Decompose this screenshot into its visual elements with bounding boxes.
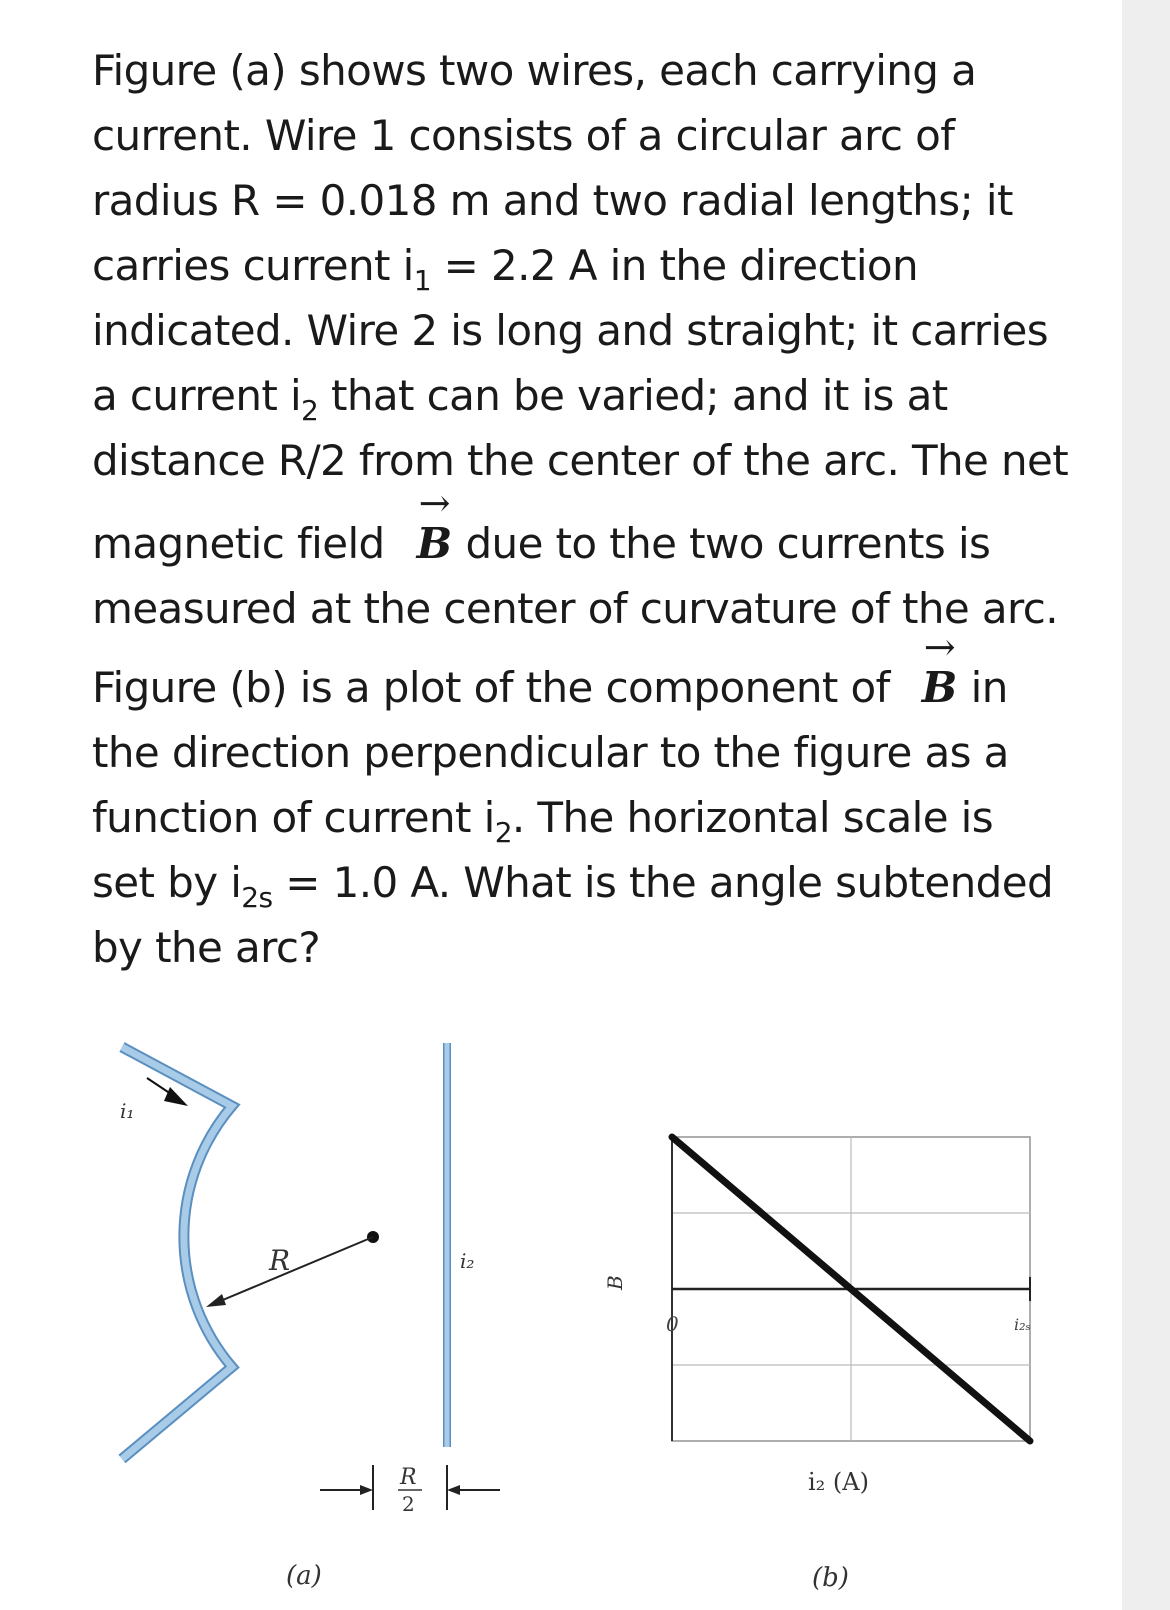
caption-b: (b) (812, 1563, 849, 1593)
label-i1: i₁ (120, 1099, 135, 1123)
text-line12-pre: function of current i (92, 793, 495, 842)
text-line4-post: = 2.2 A in the direction (430, 241, 919, 290)
vector-b-symbol: → B (417, 511, 452, 576)
text-line5: indicated. Wire 2 is long and straight; it carries (92, 306, 1049, 355)
text-line8-pre: magnetic field (92, 519, 385, 568)
label-i2: i₂ (460, 1249, 475, 1273)
text-line13-post: = 1.0 A. What is the angle subtended (272, 858, 1054, 907)
text-line9: measured at the center of curvature of the arc. (92, 584, 1058, 633)
text-line13-pre: set by i (92, 858, 242, 907)
spacing-denominator: 2 (402, 1492, 415, 1516)
caption-a: (a) (286, 1561, 322, 1591)
x-tick-zero: 0 (666, 1312, 679, 1336)
text-line6-post: that can be varied; and it is at (318, 371, 948, 420)
text-line10-pre: Figure (b) is a plot of the component of (92, 663, 890, 712)
label-r: R (269, 1244, 291, 1277)
subscript-i1: 1 (413, 264, 431, 297)
text-line14: by the arc? (92, 923, 321, 972)
x-axis-label: i₂ (A) (808, 1468, 869, 1496)
text-line3: radius R = 0.018 m and two radial lengths; it (92, 176, 1013, 225)
text-line7: distance R/2 from the center of the arc. The net (92, 436, 1069, 485)
text-line1: Figure (a) shows two wires, each carrying a (92, 46, 977, 95)
text-line11: the direction perpendicular to the figure as a (92, 728, 1009, 777)
text-line4-pre: carries current i (92, 241, 414, 290)
text-line6-pre: a current i (92, 371, 302, 420)
y-axis-label: B (603, 1275, 627, 1290)
text-line10-post: in (970, 663, 1008, 712)
subscript-i2: 2 (494, 816, 512, 849)
subscript-i2: 2 (301, 394, 319, 427)
spacing-numerator: R (400, 1465, 417, 1490)
x-tick-end: i₂ₛ (1014, 1315, 1031, 1334)
subscript-i2s: 2s (241, 881, 273, 914)
vector-b-symbol: → B (922, 655, 957, 720)
text-line8-post: due to the two currents is (465, 519, 991, 568)
text-line2: current. Wire 1 consists of a circular arc of (92, 111, 955, 160)
text-line12-post: . The horizontal scale is (511, 793, 994, 842)
